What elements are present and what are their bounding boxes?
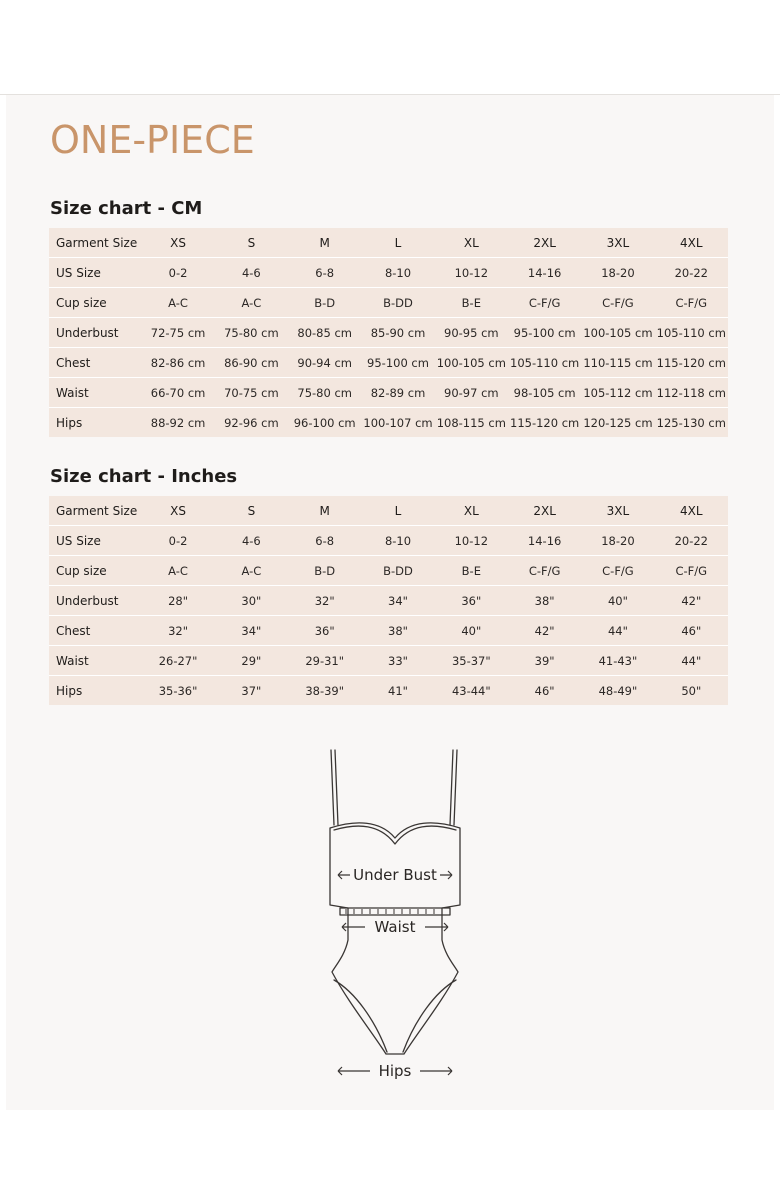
table-cell: S [215,496,288,526]
table-cell: C-F/G [655,288,728,318]
table-cell: 4-6 [215,526,288,556]
under-bust-label: Under Bust [353,866,437,884]
table-cell: 40" [581,586,654,616]
swimsuit-measurement-diagram [310,740,480,1090]
inch-chart-heading: Size chart - Inches [50,466,238,487]
table-cell: 29" [215,646,288,676]
table-cell: B-E [435,288,508,318]
table-cell: XS [141,496,214,526]
table-cell: 33" [361,646,434,676]
table-cell: 110-115 cm [581,348,654,378]
row-label: Underbust [49,586,141,616]
table-row [49,348,728,378]
table-cell: 34" [215,616,288,646]
table-cell: 100-107 cm [363,415,433,430]
table-cell: 0-2 [141,258,214,288]
waist-band-pattern [346,909,442,914]
table-cell: 6-8 [288,526,361,556]
table-row [49,378,728,408]
table-cell: 20-22 [655,526,728,556]
table-cell: 46" [655,616,728,646]
row-label: Chest [49,348,141,378]
table-cell: 40" [435,616,508,646]
table-cell: 35-37" [435,646,508,676]
table-cell: C-F/G [581,556,654,586]
table-row [49,526,728,556]
table-cell: A-C [215,556,288,586]
row-label: Cup size [49,556,141,586]
table-cell: 105-110 cm [508,348,581,378]
table-cell: 32" [141,616,214,646]
table-cell: 30" [215,586,288,616]
row-label: Waist [49,378,141,408]
table-row [49,616,728,646]
inch-table-body [49,496,728,705]
row-label: US Size [49,258,141,288]
page-title: ONE-PIECE [50,118,255,162]
table-cell: XS [141,228,214,258]
table-cell: 3XL [581,496,654,526]
table-cell: L [361,496,434,526]
table-cell: 95-100 cm [361,348,434,378]
table-cell: 41-43" [581,646,654,676]
row-label: Chest [49,616,141,646]
table-cell: 14-16 [508,258,581,288]
cm-chart-heading: Size chart - CM [50,198,203,219]
table-cell: 95-100 cm [508,318,581,348]
table-cell: 4XL [655,496,728,526]
table-cell: 50" [681,683,702,698]
table-cell: 75-80 cm [288,378,361,408]
table-cell: 80-85 cm [288,318,361,348]
table-cell: 90-94 cm [288,348,361,378]
table-cell: B-E [435,556,508,586]
row-label: Waist [49,646,141,676]
table-row [49,646,728,676]
table-row [49,318,728,348]
table-cell: 4-6 [215,258,288,288]
table-cell: 66-70 cm [141,378,214,408]
table-cell: 2XL [508,496,581,526]
table-cell: 108-115 cm [436,415,506,430]
table-cell: 46" [534,683,555,698]
table-cell: 38-39" [305,683,345,698]
table-cell: 36" [435,586,508,616]
table-cell: 32" [288,586,361,616]
table-cell: C-F/G [581,288,654,318]
table-row [49,676,728,706]
table-cell: 105-110 cm [655,318,728,348]
table-cell: 28" [141,586,214,616]
table-cell: B-D [288,556,361,586]
table-cell: 26-27" [141,646,214,676]
table-cell: 42" [655,586,728,616]
table-cell: 115-120 cm [510,415,580,430]
table-cell: 85-90 cm [361,318,434,348]
table-cell: 44" [581,616,654,646]
table-cell: 0-2 [141,526,214,556]
table-cell: B-D [288,288,361,318]
table-cell: 3XL [581,228,654,258]
table-cell: 100-105 cm [581,318,654,348]
table-cell: 43-44" [451,683,491,698]
table-cell: A-C [215,288,288,318]
table-cell: 100-105 cm [435,348,508,378]
table-cell: 39" [508,646,581,676]
table-cell: 125-130 cm [656,415,726,430]
hips-label: Hips [378,1062,412,1080]
table-cell: B-DD [361,556,434,586]
measurement-arrows [338,871,452,1075]
table-cell: 96-100 cm [293,415,356,430]
table-cell: XL [435,496,508,526]
table-cell: 112-118 cm [655,378,728,408]
table-cell: B-DD [361,288,434,318]
row-label: Garment Size [49,496,141,526]
cm-size-table [49,228,728,437]
table-cell: 120-125 cm [583,415,653,430]
table-cell: 18-20 [581,258,654,288]
table-cell: 82-86 cm [141,348,214,378]
table-cell: M [288,228,361,258]
table-cell: A-C [141,288,214,318]
table-cell: C-F/G [508,288,581,318]
table-cell: 90-95 cm [435,318,508,348]
table-cell: 42" [508,616,581,646]
table-cell: 70-75 cm [215,378,288,408]
table-cell: S [215,228,288,258]
table-cell: XL [435,228,508,258]
table-cell: 48-49" [598,683,638,698]
table-cell: 8-10 [361,258,434,288]
row-label: US Size [49,526,141,556]
table-cell: 34" [361,586,434,616]
table-cell: 105-112 cm [581,378,654,408]
table-cell: L [361,228,434,258]
table-cell: 86-90 cm [215,348,288,378]
table-cell: 6-8 [288,258,361,288]
table-cell: 90-97 cm [435,378,508,408]
table-cell: 29-31" [288,646,361,676]
table-row [49,408,728,438]
table-row [49,288,728,318]
table-cell: 14-16 [508,526,581,556]
table-cell: 36" [288,616,361,646]
table-cell: 88-92 cm [150,415,206,430]
table-cell: 35-36" [158,683,198,698]
table-cell: 92-96 cm [224,415,279,430]
row-label: Cup size [49,288,141,318]
row-label: Hips [56,415,83,430]
table-cell: 38" [508,586,581,616]
table-cell: 75-80 cm [215,318,288,348]
row-label: Hips [56,683,83,698]
table-cell: 98-105 cm [508,378,581,408]
table-cell: A-C [141,556,214,586]
cm-table-body [49,228,728,437]
table-cell: M [288,496,361,526]
row-label: Underbust [49,318,141,348]
top-bar [0,0,780,95]
table-row [49,556,728,586]
table-cell: 20-22 [655,258,728,288]
table-cell: C-F/G [655,556,728,586]
table-cell: 115-120 cm [655,348,728,378]
table-cell: 44" [655,646,728,676]
table-cell: 10-12 [435,258,508,288]
row-label: Garment Size [49,228,141,258]
table-cell: 72-75 cm [141,318,214,348]
table-cell: 2XL [508,228,581,258]
table-row [49,586,728,616]
swimsuit-illustration [310,740,480,1090]
table-cell: 10-12 [435,526,508,556]
table-cell: 4XL [655,228,728,258]
table-cell: 37" [241,683,262,698]
table-cell: C-F/G [508,556,581,586]
table-cell: 38" [361,616,434,646]
table-cell: 18-20 [581,526,654,556]
table-cell: 41" [388,683,408,698]
table-row [49,258,728,288]
inch-size-table [49,496,728,705]
table-header-row [49,496,728,526]
table-header-row [49,228,728,258]
table-cell: 82-89 cm [361,378,434,408]
table-cell: 8-10 [361,526,434,556]
waist-label: Waist [374,918,416,936]
